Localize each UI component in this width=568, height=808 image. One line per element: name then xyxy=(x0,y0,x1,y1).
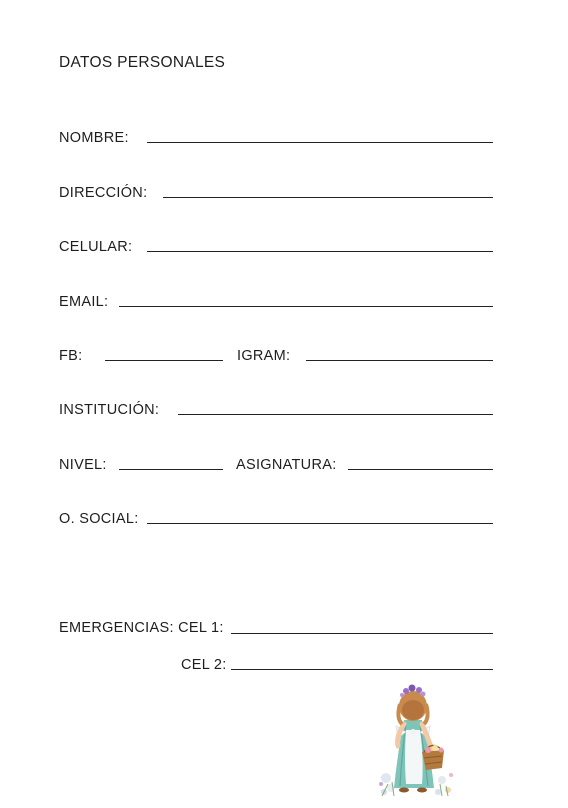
igram-label: IGRAM: xyxy=(237,348,291,364)
email-field[interactable] xyxy=(119,306,493,307)
basket-decoration xyxy=(422,745,444,770)
igram-field[interactable] xyxy=(306,360,493,361)
direccion-label: DIRECCIÓN: xyxy=(59,185,148,201)
institucion-label: INSTITUCIÓN: xyxy=(59,402,160,418)
cel2-label: CEL 2: xyxy=(181,657,227,673)
asignatura-label: ASIGNATURA: xyxy=(236,457,337,473)
page-title: DATOS PERSONALES xyxy=(59,54,226,71)
osocial-label: O. SOCIAL: xyxy=(59,511,139,527)
nombre-label: NOMBRE: xyxy=(59,130,129,146)
cel1-field[interactable] xyxy=(231,633,493,634)
institucion-field[interactable] xyxy=(178,414,493,415)
nivel-field[interactable] xyxy=(119,469,223,470)
fb-label: FB: xyxy=(59,348,83,364)
nombre-field[interactable] xyxy=(147,142,493,143)
celular-field[interactable] xyxy=(147,251,493,252)
asignatura-field[interactable] xyxy=(348,469,493,470)
girl-illustration xyxy=(376,680,456,802)
email-label: EMAIL: xyxy=(59,294,109,310)
emergencias-label: EMERGENCIAS: CEL 1: xyxy=(59,620,224,636)
nivel-label: NIVEL: xyxy=(59,457,107,473)
direccion-field[interactable] xyxy=(163,197,493,198)
celular-label: CELULAR: xyxy=(59,239,133,255)
cel2-field[interactable] xyxy=(231,669,493,670)
fb-field[interactable] xyxy=(105,360,223,361)
osocial-field[interactable] xyxy=(147,523,493,524)
